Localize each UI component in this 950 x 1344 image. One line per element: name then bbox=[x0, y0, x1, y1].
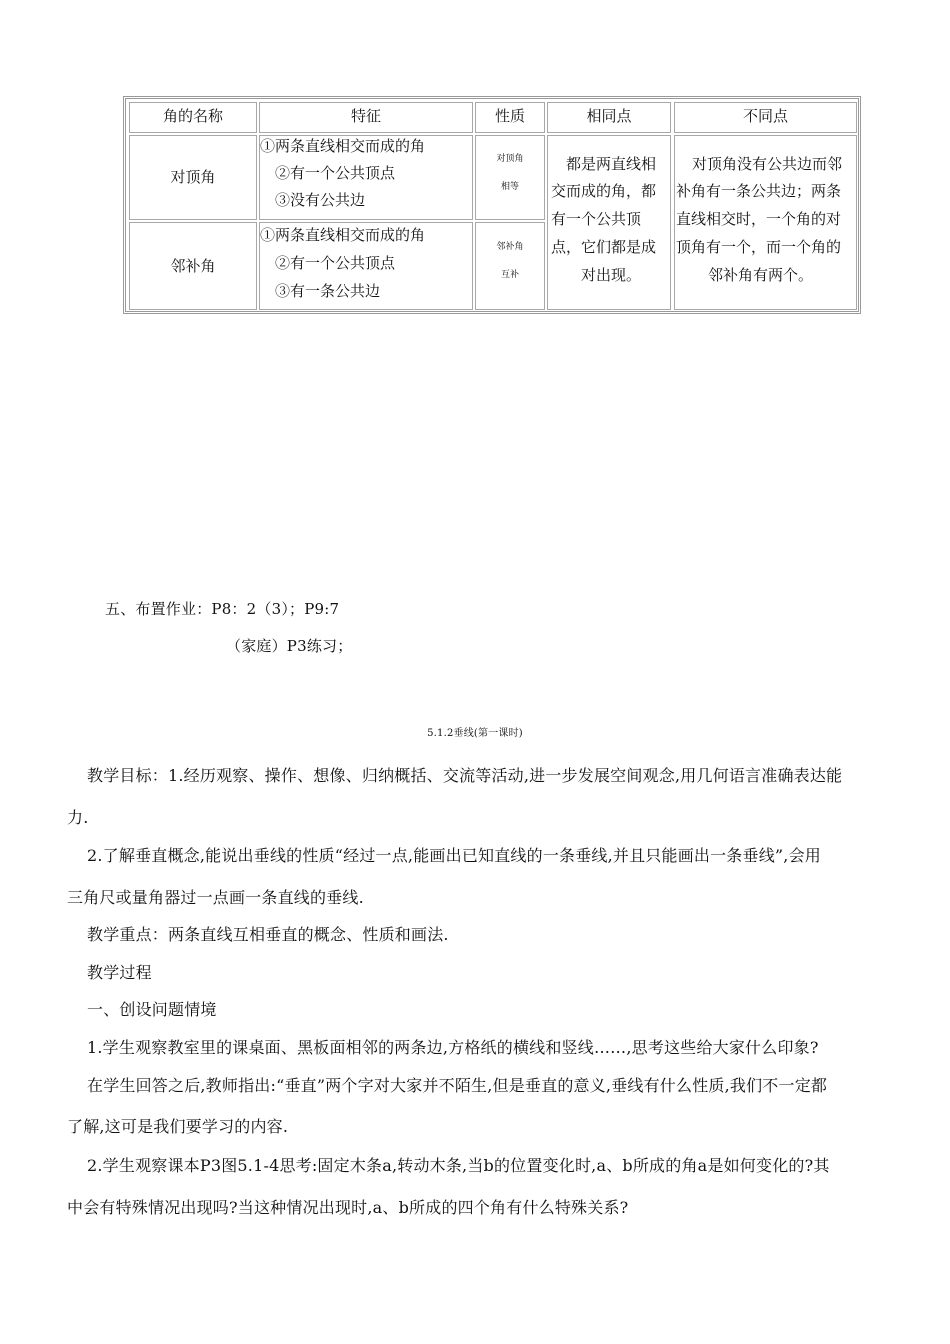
row1-features-cell bbox=[259, 135, 473, 220]
diff-line-1: 对顶角没有公共边而邻 bbox=[692, 155, 843, 173]
paragraph-1: 1.学生观察教室里的课桌面、黑板面相邻的两条边,方格纸的横线和竖线……,思考这些给大家什么印象? bbox=[87, 1038, 819, 1057]
row1-property-line-2: 相等 bbox=[500, 182, 519, 192]
row1-name-cell bbox=[129, 135, 257, 220]
row1-feature-1: ①两条直线相交而成的角 bbox=[260, 137, 426, 155]
row2-property-cell bbox=[475, 222, 545, 310]
common-points-cell bbox=[547, 135, 671, 310]
row1-feature-2: ②有一个公共顶点 bbox=[275, 164, 396, 182]
differences-cell bbox=[674, 135, 857, 310]
header-cell-features bbox=[259, 102, 473, 133]
row2-property-line-1: 邻补角 bbox=[496, 242, 524, 252]
common-line-2: 交而成的角，都 bbox=[551, 182, 657, 200]
header-cell-property bbox=[475, 102, 545, 133]
section1-heading: 一、创设问题情境 bbox=[87, 1000, 217, 1019]
goal1-line-a: 教学目标：1.经历观察、操作、想像、归纳概括、交流等活动,进一步发展空间观念,用几何语言准确表达能 bbox=[87, 766, 843, 785]
goal2-line-b: 三角尺或量角器过一点画一条直线的垂线. bbox=[67, 888, 364, 907]
paragraph-2-line-a: 在学生回答之后,教师指出:“垂直”两个字对大家并不陌生,但是垂直的意义,垂线有什么性质,我们不一定都 bbox=[87, 1076, 828, 1095]
paragraph-3-line-b: 中会有特殊情况出现吗?当这种情况出现时,a、b所成的四个角有什么特殊关系? bbox=[67, 1198, 629, 1217]
common-line-4: 点，它们都是成 bbox=[551, 238, 657, 256]
row2-property-line-2: 互补 bbox=[500, 270, 519, 280]
header-diff: 不同点 bbox=[742, 107, 788, 125]
row2-feature-2: ②有一个公共顶点 bbox=[275, 254, 396, 272]
key-point: 教学重点：两条直线互相垂直的概念、性质和画法. bbox=[87, 925, 449, 944]
comparison-table bbox=[123, 96, 861, 314]
diff-line-2: 补角有一条公共边；两条 bbox=[676, 182, 842, 200]
diff-line-3: 直线相交时，一个角的对 bbox=[676, 210, 842, 228]
row2-feature-1: ①两条直线相交而成的角 bbox=[260, 226, 426, 244]
common-line-1: 都是两直线相 bbox=[566, 155, 657, 173]
paragraph-3-line-a: 2.学生观察课本P3图5.1-4思考:固定木条a,转动木条,当b的位置变化时,a、b所成的角a是如何变化的?其 bbox=[87, 1156, 830, 1175]
row2-feature-3: ③有一条公共边 bbox=[275, 282, 381, 300]
header-features: 特征 bbox=[350, 107, 381, 125]
common-line-5: 对出现。 bbox=[581, 266, 642, 284]
diff-line-4: 顶角有一个，而一个角的 bbox=[676, 238, 842, 256]
paragraph-2-line-b: 了解,这可是我们要学习的内容. bbox=[67, 1117, 289, 1136]
row1-feature-3: ③没有公共边 bbox=[275, 191, 366, 209]
process-heading: 教学过程 bbox=[87, 963, 152, 982]
row1-property-cell bbox=[475, 135, 545, 220]
header-cell-common bbox=[547, 102, 671, 133]
row1-name: 对顶角 bbox=[170, 168, 216, 186]
row1-property-line-1: 对顶角 bbox=[496, 154, 524, 164]
common-line-3: 有一个公共顶 bbox=[551, 210, 642, 228]
homework-line-1: 五、布置作业：P8：2（3）；P9:7 bbox=[105, 600, 340, 618]
row2-features-cell bbox=[259, 222, 473, 310]
diff-line-5: 邻补角有两个。 bbox=[708, 266, 814, 284]
header-cell-diff bbox=[674, 102, 857, 133]
row2-name: 邻补角 bbox=[170, 256, 216, 275]
row2-name-cell bbox=[129, 222, 257, 310]
header-name: 角的名称 bbox=[162, 107, 223, 125]
homework-line-2: （家庭）P3练习； bbox=[226, 637, 353, 655]
goal2-line-a: 2.了解垂直概念,能说出垂线的性质“经过一点,能画出已知直线的一条垂线,并且只能画出一条垂线”,会用 bbox=[87, 846, 821, 865]
goal1-line-b: 力. bbox=[67, 808, 89, 827]
header-common: 相同点 bbox=[586, 107, 632, 125]
header-property: 性质 bbox=[494, 107, 525, 125]
lesson-title: 5.1.2垂线(第一课时) bbox=[427, 728, 523, 739]
header-cell-name bbox=[129, 102, 257, 133]
